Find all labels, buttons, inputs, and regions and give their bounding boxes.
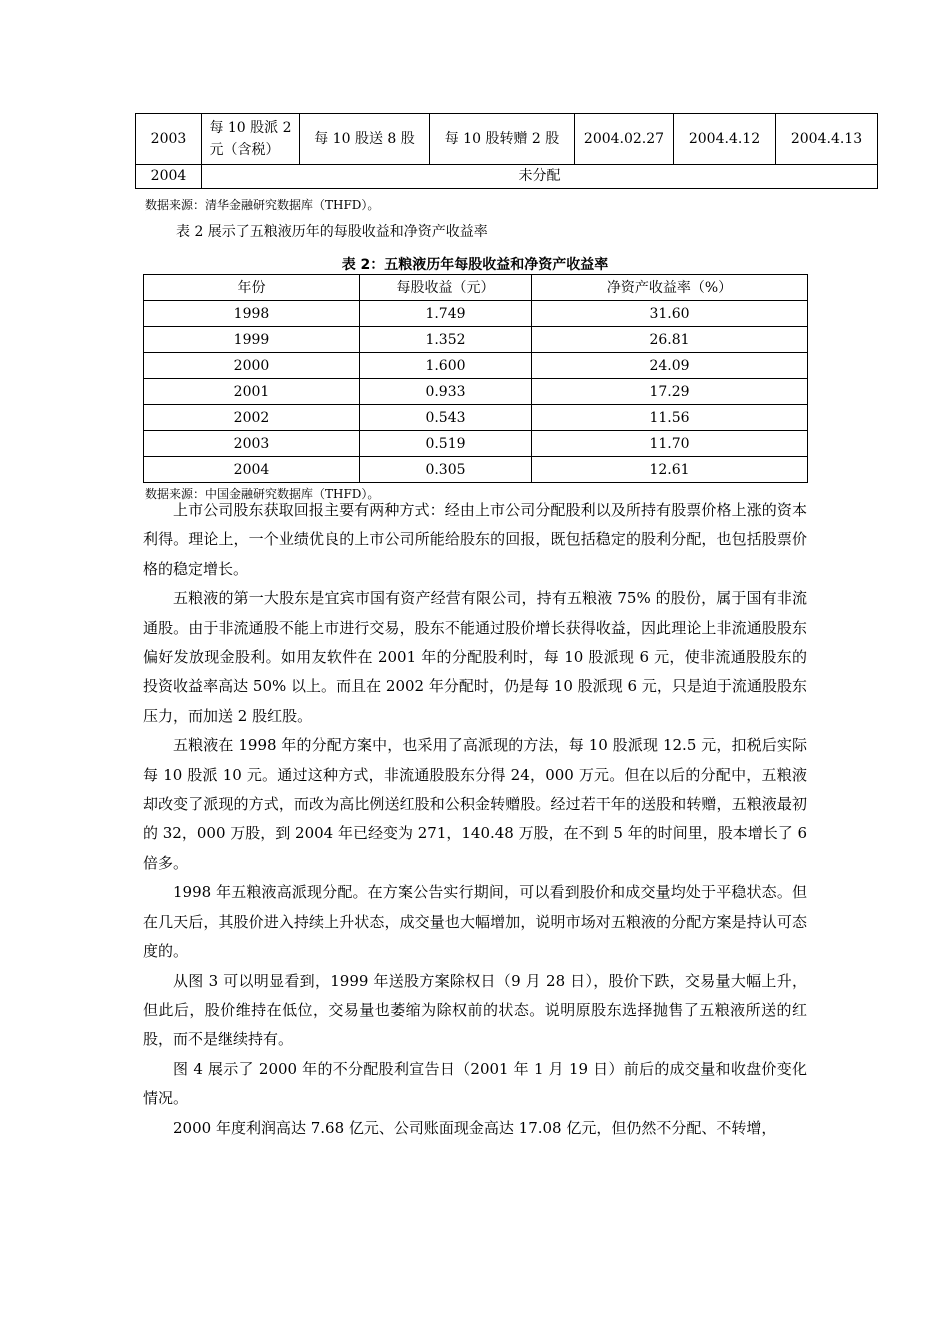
table-cell: 1.352 bbox=[360, 327, 532, 353]
table-row bbox=[144, 301, 808, 327]
bonus-shares-cell: 每 10 股送 8 股 bbox=[300, 114, 430, 165]
table-row bbox=[144, 353, 808, 379]
table-row bbox=[144, 405, 808, 431]
date-cell: 2004.4.12 bbox=[674, 114, 776, 165]
table-cell: 12.61 bbox=[532, 457, 808, 483]
table-cell: 11.70 bbox=[532, 431, 808, 457]
table-row bbox=[136, 114, 878, 165]
table2-caption: 表 2：五粮液历年每股收益和净资产收益率 bbox=[341, 257, 609, 273]
table-cell: 0.933 bbox=[360, 379, 532, 405]
table-cell: 2000 bbox=[144, 353, 360, 379]
table-cell: 26.81 bbox=[532, 327, 808, 353]
table-cell: 31.60 bbox=[532, 301, 808, 327]
table1-source: 数据来源：清华金融研究数据库（THFD）。 bbox=[145, 198, 380, 212]
table-cell: 24.09 bbox=[532, 353, 808, 379]
table-cell: 1998 bbox=[144, 301, 360, 327]
paragraph: 五粮液的第一大股东是宜宾市国有资产经营有限公司，持有五粮液 75% 的股份，属于国有非流通股。由于非流通股不能上市进行交易，股东不能通过股价增长获得收益，因此理论上非流通股股东偏好发放现金股利。如用友软件在 2001 年的分配股利时，每 10 股派现 6 元，使非流通股股东的投资收益率高达 50% 以上。而且在 2002 年分配时，仍是每 10 股派现 6 元，只是迫于流通股股东压力，而加送 2 股红股。 bbox=[143, 589, 807, 725]
table-cell: 2004 bbox=[144, 457, 360, 483]
table-cell: 1999 bbox=[144, 327, 360, 353]
table-cell: 11.56 bbox=[532, 405, 808, 431]
column-header: 净资产收益率（%） bbox=[532, 275, 808, 301]
table2-source: 数据来源：中国金融研究数据库（THFD）。 bbox=[145, 487, 380, 501]
table-cell: 17.29 bbox=[532, 379, 808, 405]
eps-roe-table bbox=[143, 274, 808, 483]
body-text bbox=[143, 496, 807, 1143]
table-row bbox=[136, 165, 878, 189]
no-distribution-cell: 未分配 bbox=[202, 165, 878, 189]
table-cell: 1.749 bbox=[360, 301, 532, 327]
date-cell: 2004.02.27 bbox=[575, 114, 674, 165]
table-row bbox=[144, 457, 808, 483]
transfer-shares-cell: 每 10 股转赠 2 股 bbox=[430, 114, 575, 165]
table-cell: 2001 bbox=[144, 379, 360, 405]
year-cell: 2003 bbox=[136, 114, 202, 165]
paragraph: 图 4 展示了 2000 年的不分配股利宣告日（2001 年 1 月 19 日）前后的成交量和收盘价变化情况。 bbox=[143, 1059, 807, 1108]
intro-text: 表 2 展示了五粮液历年的每股收益和净资产收益率 bbox=[176, 224, 488, 240]
column-header: 每股收益（元） bbox=[360, 275, 532, 301]
year-cell: 2004 bbox=[136, 165, 202, 189]
table-header-row bbox=[144, 275, 808, 301]
table-cell: 0.305 bbox=[360, 457, 532, 483]
table-row bbox=[144, 327, 808, 353]
table-cell: 1.600 bbox=[360, 353, 532, 379]
date-cell: 2004.4.13 bbox=[776, 114, 878, 165]
paragraph: 上市公司股东获取回报主要有两种方式：经由上市公司分配股利以及所持有股票价格上涨的资本利得。理论上，一个业绩优良的上市公司所能给股东的回报，既包括稳定的股利分配，也包括股票价格的稳定增长。 bbox=[143, 501, 807, 578]
paragraph: 1998 年五粮液高派现分配。在方案公告实行期间，可以看到股价和成交量均处于平稳状态。但在几天后，其股价进入持续上升状态，成交量也大幅增加，说明市场对五粮液的分配方案是持认可态度的。 bbox=[143, 883, 807, 961]
paragraph: 五粮液在 1998 年的分配方案中，也采用了高派现的方法，每 10 股派现 12.5 元，扣税后实际每 10 股派 10 元。通过这种方式，非流通股股东分得 24，000 万元。但在以后的分配中，五粮液却改变了派现的方式，而改为高比例送红股和公积金转赠股。经过若干年的送股和转赠，五粮液最初的 32，000 万股，到 2004 年已经变为 271，140.48 万股，在不到 5 年的时间里，股本增长了 6 倍多。 bbox=[143, 736, 808, 872]
table-row bbox=[144, 431, 808, 457]
table-cell: 2002 bbox=[144, 405, 360, 431]
table-cell: 2003 bbox=[144, 431, 360, 457]
table-row bbox=[144, 379, 808, 405]
cash-dividend-line2: 元（含税） bbox=[209, 142, 280, 158]
table-cell: 0.543 bbox=[360, 405, 532, 431]
paragraph: 2000 年度利润高达 7.68 亿元、公司账面现金高达 17.08 亿元，但仍然不分配、不转增， bbox=[173, 1118, 777, 1137]
column-header: 年份 bbox=[144, 275, 360, 301]
dividend-table bbox=[135, 113, 878, 189]
paragraph: 从图 3 可以明显看到，1999 年送股方案除权日（9 月 28 日），股价下跌，交易量大幅上升，但此后，股价维持在低位，交易量也萎缩为除权前的状态。说明原股东选择抛售了五粮液所送的红股，而不是继续持有。 bbox=[143, 971, 807, 1049]
cash-dividend-cell bbox=[202, 114, 300, 165]
cash-dividend-line1: 每 10 股派 2 bbox=[209, 120, 292, 136]
table-cell: 0.519 bbox=[360, 431, 532, 457]
